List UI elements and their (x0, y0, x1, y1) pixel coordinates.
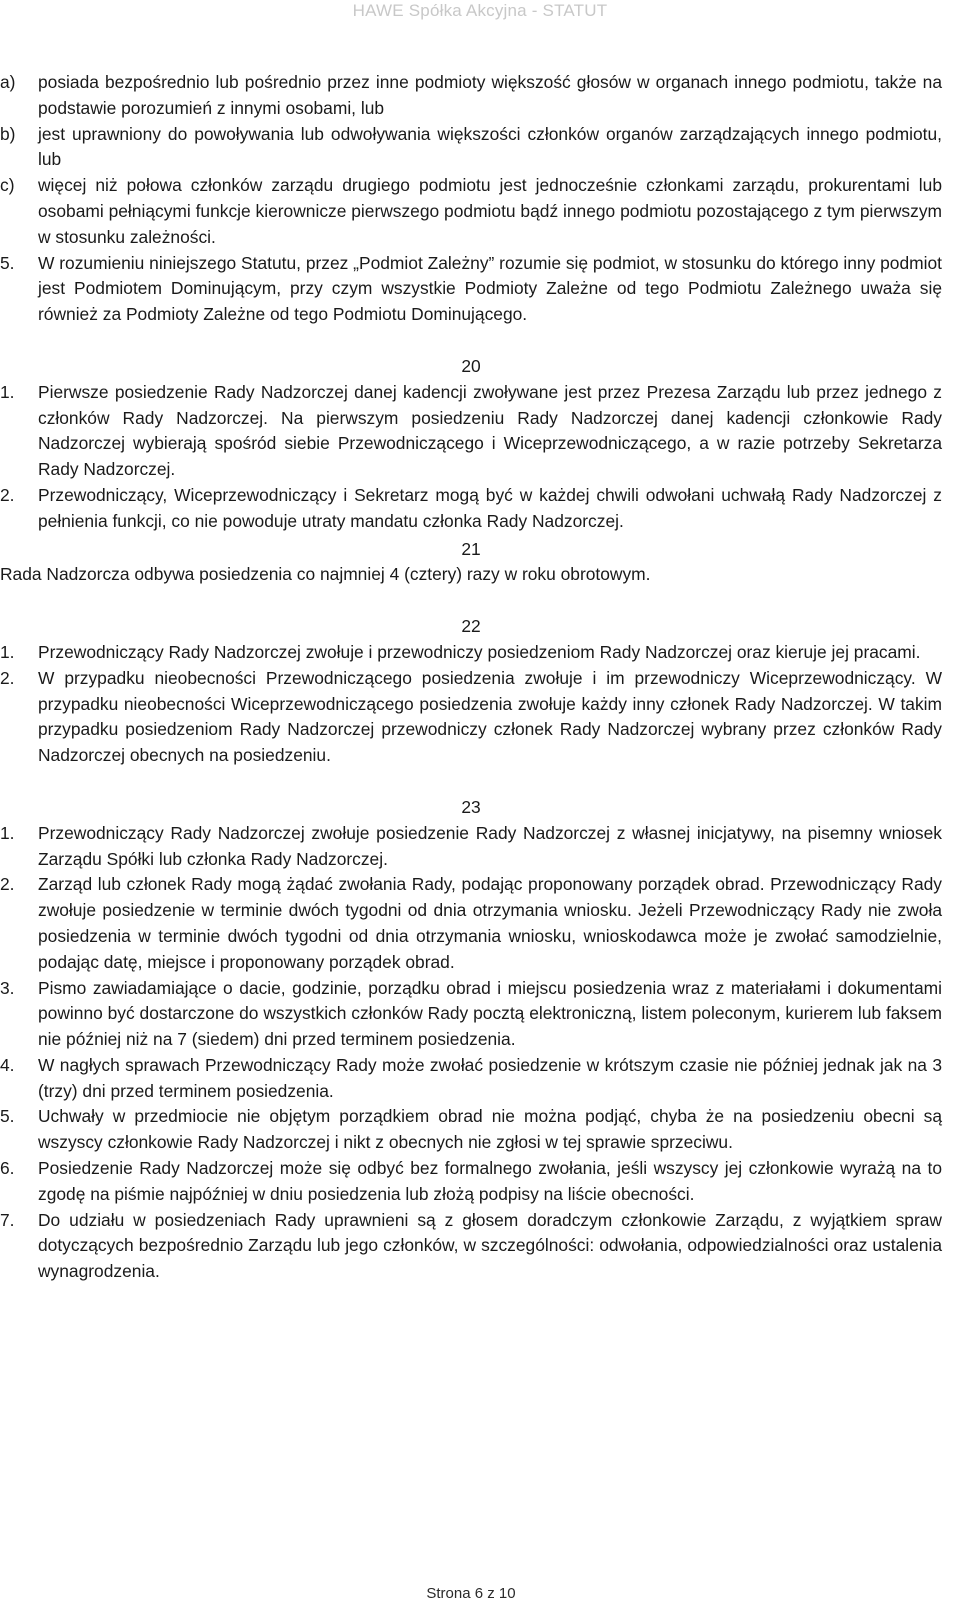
item-text: W nagłych sprawach Przewodniczący Rady może zwołać posiedzenie w krótszym czasie nie później jednak jak na 3 (trzy) dni przed terminem posiedzenia. (38, 1054, 942, 1101)
item-marker: 1. (0, 381, 15, 402)
list-item (0, 122, 942, 174)
item-text: Zarząd lub członek Rady mogą żądać zwołania Rady, podając proponowany porządek obrad. Przewodniczący Rady zwołuje posiedzenie w terminie dwóch tygodni od dnia otrzymania wniosku. Jeżeli Przewodniczący Rady nie zwoła posiedzenia w terminie dwóch tygodni od dnia otrzymania wniosku, wnioskodawca może je zwołać samodzielnie, podając datę, miejsce i proponowany porządek obrad. (38, 874, 942, 972)
item-marker: 7. (0, 1209, 15, 1230)
section-heading-21 (0, 537, 942, 563)
list-item (0, 976, 942, 1053)
item-marker: c) (0, 175, 15, 196)
list-item (0, 380, 942, 483)
item-text: W przypadku nieobecności Przewodniczącego posiedzenia zwołuje i im przewodniczy Wiceprzewodniczący. W przypadku nieobecności Wiceprzewodniczącego posiedzenia zwołuje każdy inny członek Rady Nadzorczej. W takim przypadku posiedzeniom Rady Nadzorczej przewodniczy członek Rady Nadzorczej wybrany przez członków Rady Nadzorczej obecnych na posiedzeniu. (38, 667, 942, 766)
page-footer (0, 1585, 942, 1602)
item-text: Przewodniczący, Wiceprzewodniczący i Sekretarz mogą być w każdej chwili odwołani uchwałą Rady Nadzorczej z pełnienia funkcji, co nie powoduje utraty mandatu członka Rady Nadzorczej. (38, 484, 942, 531)
section-20-list (0, 380, 942, 535)
item-marker: 6. (0, 1158, 15, 1179)
item-text: Pismo zawiadamiające o dacie, godzinie, porządku obrad i miejscu posiedzenia wraz z materiałami i dokumentami powinno być dostarczone do wszystkich członków Rady pocztą elektroniczną, listem poleconym, kurierem lub faksem nie później niż na 7 (siedem) dni przed terminem posiedzenia. (38, 977, 942, 1050)
list-item (0, 70, 942, 122)
item-marker: b) (0, 123, 16, 144)
item-marker: 2. (0, 874, 15, 895)
section-22-list (0, 640, 942, 769)
list-item (0, 1208, 942, 1285)
section-title: 23 (461, 796, 481, 817)
list-item (0, 173, 942, 250)
section-heading-20 (0, 354, 942, 380)
item-marker: 1. (0, 822, 15, 843)
section-21-text: Rada Nadzorcza odbywa posiedzenia co najmniej 4 (cztery) razy w roku obrotowym. (0, 564, 651, 585)
item-text: więcej niż połowa członków zarządu drugiego podmiotu jest jednocześnie członkami zarządu, prokurentami lub osobami pełniącymi funkcje kierownicze pierwszego podmiotu bądź innego podmiotu pozostającego z tym pierwszym w stosunku zależności. (38, 175, 942, 247)
item-text: Pierwsze posiedzenie Rady Nadzorczej danej kadencji zwoływane jest przez Prezesa Zarządu lub przez jednego z członków Rady Nadzorczej. Na pierwszym posiedzeniu Rady Nadzorczej danej kadencji członkowie Rady Nadzorczej wybierają spośród siebie Przewodniczącego i Wiceprzewodniczącego, a w razie potrzeby Sekretarza Rady Nadzorczej. (38, 381, 942, 480)
item-marker: 3. (0, 977, 15, 998)
list-item (0, 1053, 942, 1105)
item-text: Przewodniczący Rady Nadzorczej zwołuje posiedzenie Rady Nadzorczej z własnej inicjatywy, na pisemny wniosek Zarządu Spółki lub członka Rady Nadzorczej. (38, 822, 942, 869)
item-marker: 1. (0, 641, 15, 662)
item-text: jest uprawniony do powoływania lub odwoływania większości członków organów zarządzających innego podmiotu, lub (38, 123, 942, 170)
list-item (0, 666, 942, 769)
list-item (0, 640, 942, 666)
list-item (0, 251, 942, 328)
item-text: Posiedzenie Rady Nadzorczej może się odbyć bez formalnego zwołania, jeśli wszyscy jej członkowie wyrażą na to zgodę na piśmie najpóźniej w dniu posiedzenia lub złożą podpisy na liście obecności. (38, 1158, 942, 1204)
item-text: posiada bezpośrednio lub pośrednio przez inne podmioty większość głosów w organach innego podmiotu, także na podstawie porozumień z innymi osobami, lub (38, 72, 942, 118)
list-item (0, 1156, 942, 1208)
section-heading-22 (0, 614, 942, 640)
item-text: Uchwały w przedmiocie nie objętym porządkiem obrad nie można podjąć, chyba że na posiedzeniu obecni są wszyscy członkowie Rady Nadzorczej i nikt z obecnych nie zgłosi w tej sprawie sprzeciwu. (38, 1106, 942, 1153)
item-marker: 5. (0, 252, 15, 273)
list-top (0, 70, 942, 328)
item-marker: 2. (0, 667, 15, 688)
header-title: HAWE Spółka Akcyjna - STATUT (352, 1, 608, 20)
section-title: 22 (461, 616, 481, 637)
item-text: Przewodniczący Rady Nadzorczej zwołuje i przewodniczy posiedzeniom Rady Nadzorczej oraz kieruje jej pracami. (38, 641, 921, 662)
page-number: Strona 6 z 10 (426, 1585, 516, 1602)
list-item (0, 1104, 942, 1156)
list-item (0, 821, 942, 873)
item-text: Do udziału w posiedzeniach Rady uprawnieni są z głosem doradczym członkowie Zarządu, z wyjątkiem spraw dotyczących bezpośrednio Zarządu lub jego członków, w szczególności: odwołania, odpowiedzialności oraz ustalenia wynagrodzenia. (38, 1209, 942, 1282)
item-marker: 2. (0, 484, 15, 505)
document-body (0, 70, 942, 1285)
item-marker: 5. (0, 1106, 15, 1127)
list-item (0, 872, 942, 975)
item-marker: 4. (0, 1054, 15, 1075)
list-item (0, 483, 942, 535)
section-23-list (0, 821, 942, 1285)
section-title: 20 (461, 355, 481, 376)
item-text: W rozumieniu niniejszego Statutu, przez „Podmiot Zależny” rozumie się podmiot, w stosunku do którego inny podmiot jest Podmiotem Dominującym, przy czym wszystkie Podmioty Zależne od tego Podmiotu Zależnego uważa się również za Podmioty Zależne od tego Podmiotu Dominującego. (38, 252, 942, 325)
section-heading-23 (0, 795, 942, 821)
item-marker: a) (0, 72, 16, 92)
section-title: 21 (461, 538, 481, 559)
